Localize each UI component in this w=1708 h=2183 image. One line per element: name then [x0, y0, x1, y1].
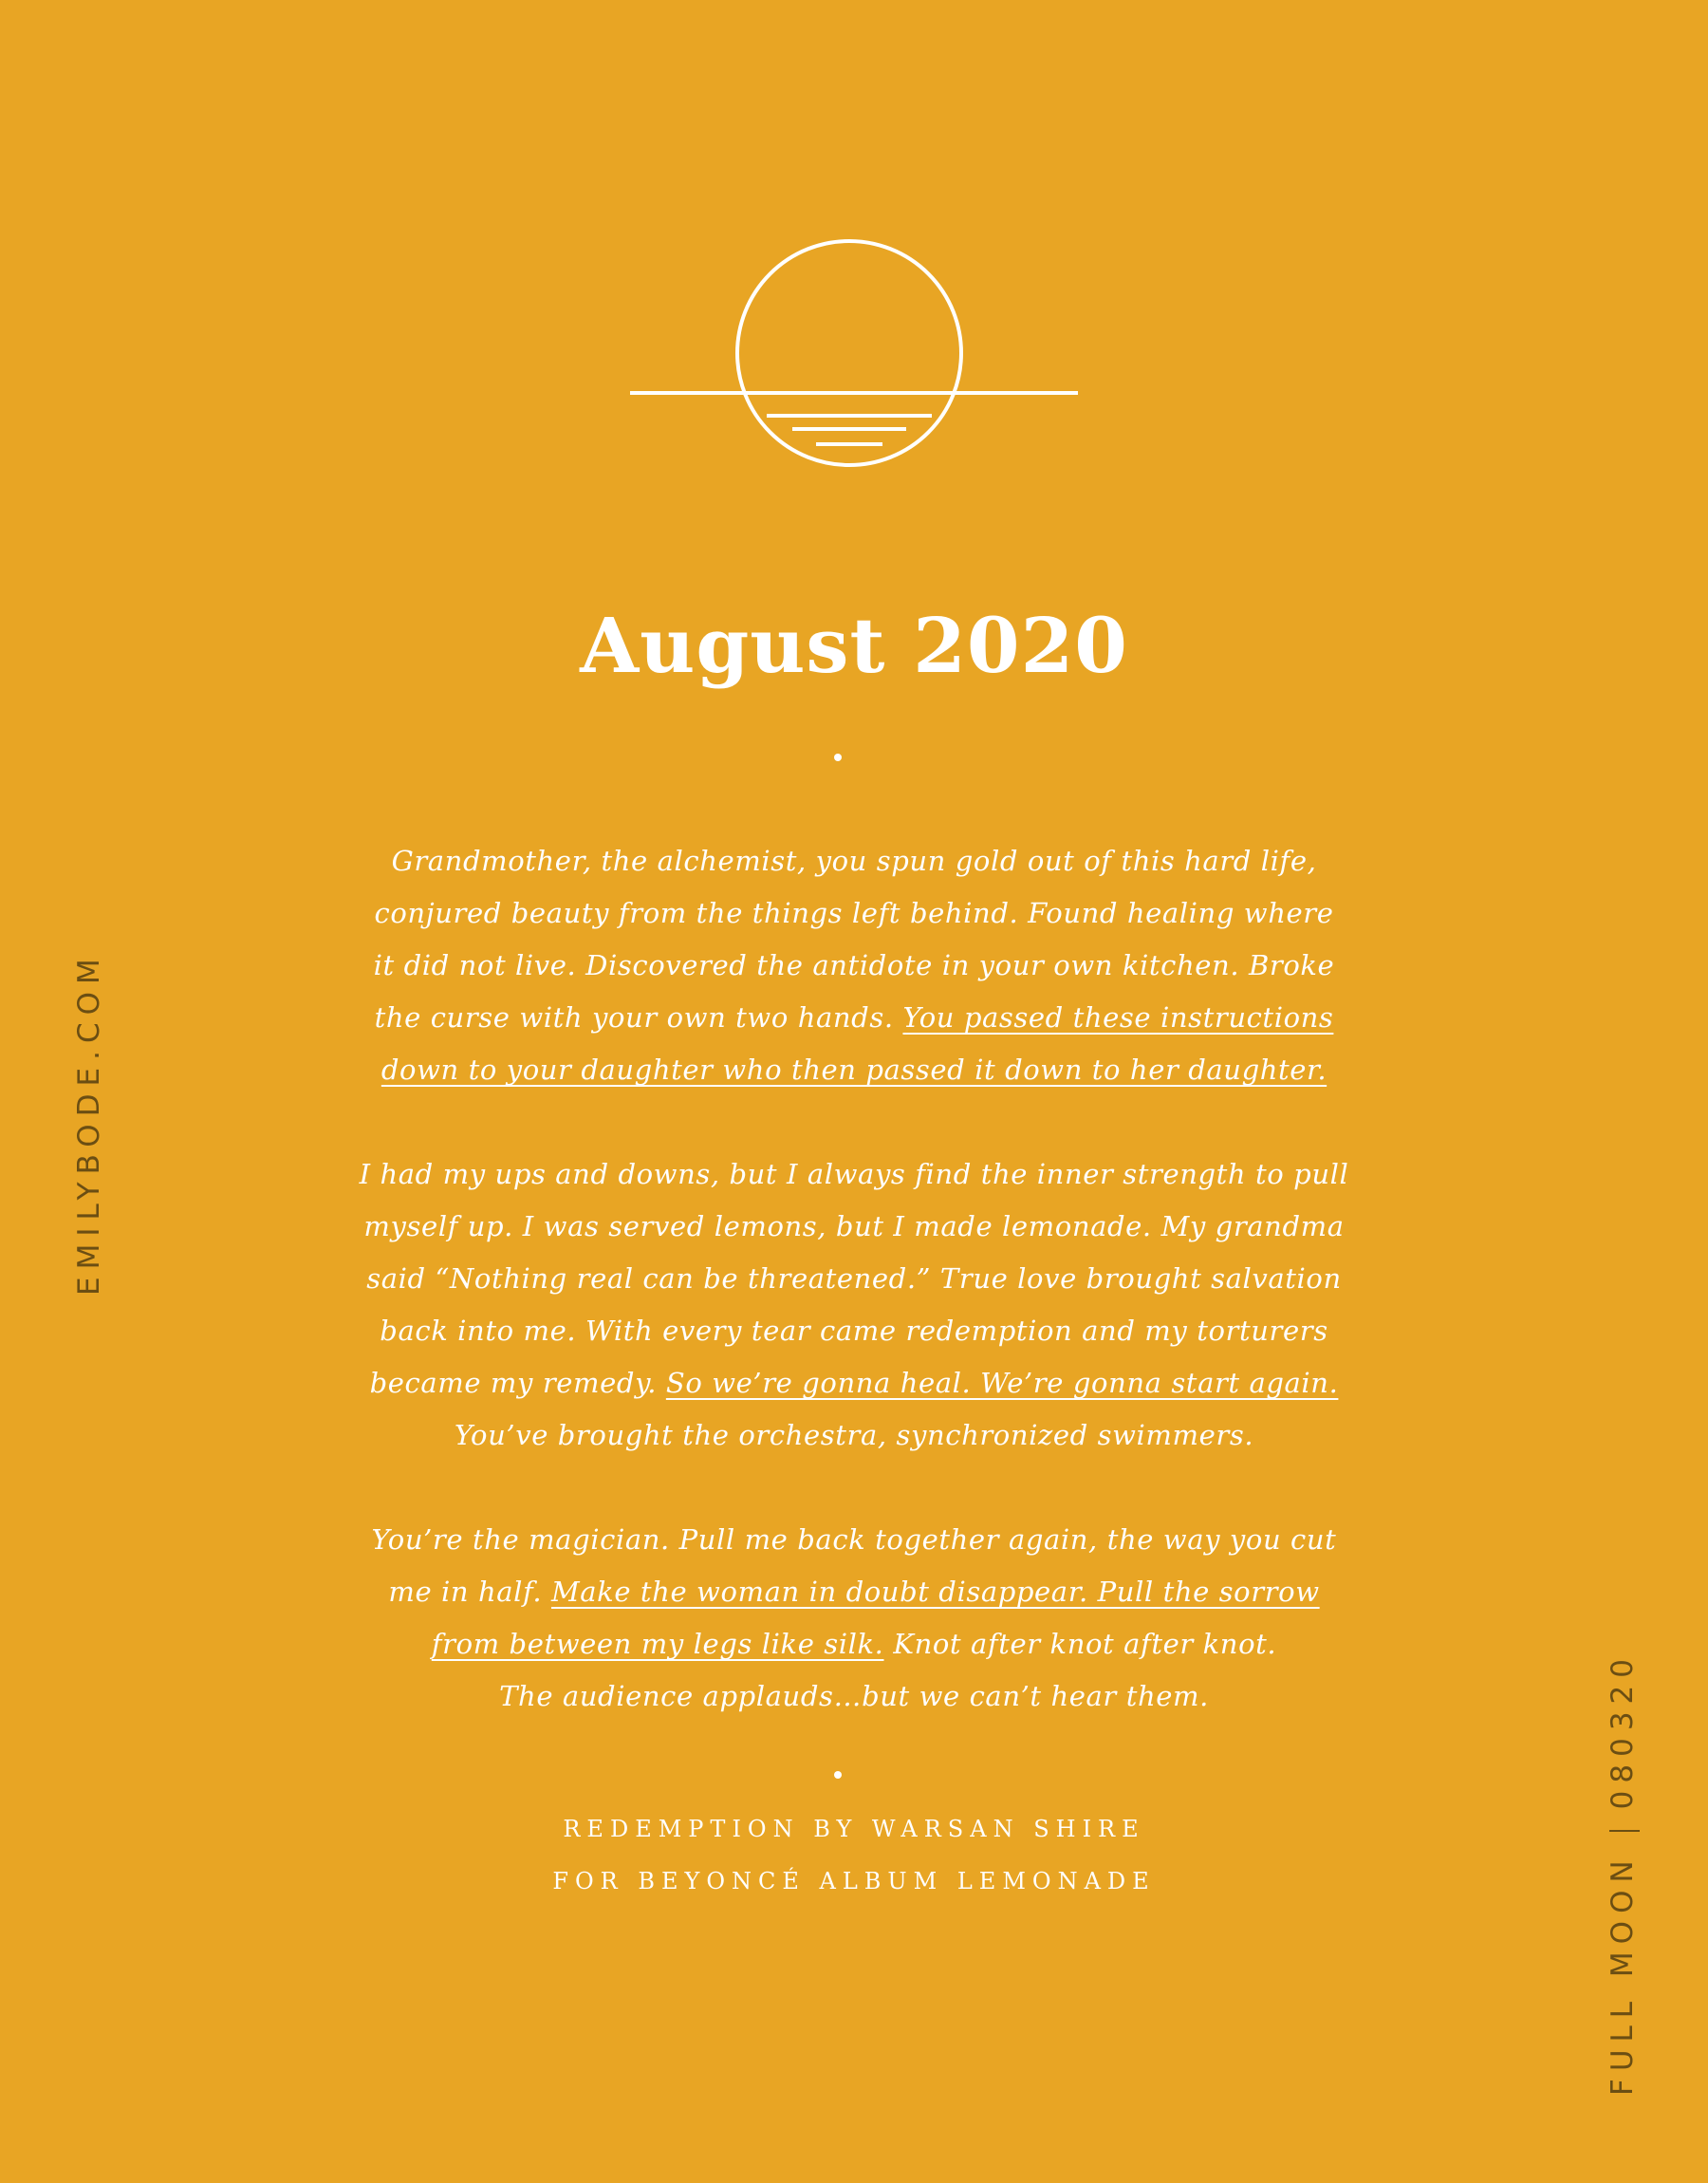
underlined-text: from between my legs like silk. — [431, 1628, 884, 1660]
poem-line — [313, 1044, 1395, 1096]
poem-text: Knot after knot after knot. — [883, 1628, 1277, 1660]
poem-line — [313, 1566, 1395, 1618]
page-title: August 2020 — [580, 601, 1128, 690]
date-code: 080320 — [1606, 1651, 1640, 1810]
poem-line: You’re the magician. Pull me back together again, the way you cut — [371, 1523, 1337, 1556]
poem-line: The audience applauds…but we can’t hear them. — [499, 1680, 1209, 1712]
poem-text: me in half. — [388, 1576, 551, 1608]
poem — [313, 835, 1395, 1723]
sunset-icon — [626, 233, 1082, 480]
stanza-1 — [313, 835, 1395, 1096]
poem-line: I had my ups and downs, but I always find the inner strength to pull — [359, 1158, 1349, 1190]
poem-line — [313, 1357, 1395, 1409]
moon-phase: FULL MOON — [1606, 1853, 1640, 2096]
poem-line: conjured beauty from the things left behind. Found healing where — [374, 897, 1334, 929]
poem-line: myself up. I was served lemons, but I made lemonade. My grandma — [363, 1210, 1345, 1242]
stanza-3 — [313, 1514, 1395, 1723]
divider-dot — [834, 1771, 842, 1779]
stanza-2 — [313, 1148, 1395, 1462]
underlined-text: Make the woman in doubt disappear. Pull the sorrow — [550, 1576, 1320, 1608]
poem-line — [313, 1618, 1395, 1670]
underlined-text: So we’re gonna heal. We’re gonna start again. — [665, 1367, 1339, 1399]
poem-text: became my remedy. — [369, 1367, 666, 1399]
moon-phase-label — [1606, 1651, 1640, 2096]
website-label: EMILYBODE.COM — [72, 951, 106, 1296]
poem-text: the curse with your own two hands. — [374, 1001, 903, 1034]
credit-line: REDEMPTION BY WARSAN SHIRE — [563, 1816, 1145, 1842]
poem-line — [313, 992, 1395, 1044]
poem-line: Grandmother, the alchemist, you spun gold out of this hard life, — [391, 845, 1317, 877]
divider — [1609, 1830, 1640, 1832]
underlined-text: down to your daughter who then passed it down to her daughter. — [381, 1054, 1327, 1086]
poem-line: it did not live. Discovered the antidote in your own kitchen. Broke — [373, 949, 1335, 981]
poem-line: You’ve brought the orchestra, synchronized swimmers. — [454, 1419, 1254, 1451]
credit-line: FOR BEYONCÉ ALBUM LEMONADE — [552, 1868, 1156, 1894]
poem-line: said “Nothing real can be threatened.” True love brought salvation — [366, 1262, 1342, 1295]
underlined-text: You passed these instructions — [902, 1001, 1334, 1034]
poem-line: back into me. With every tear came redemption and my torturers — [380, 1315, 1328, 1347]
divider-dot — [834, 754, 842, 761]
